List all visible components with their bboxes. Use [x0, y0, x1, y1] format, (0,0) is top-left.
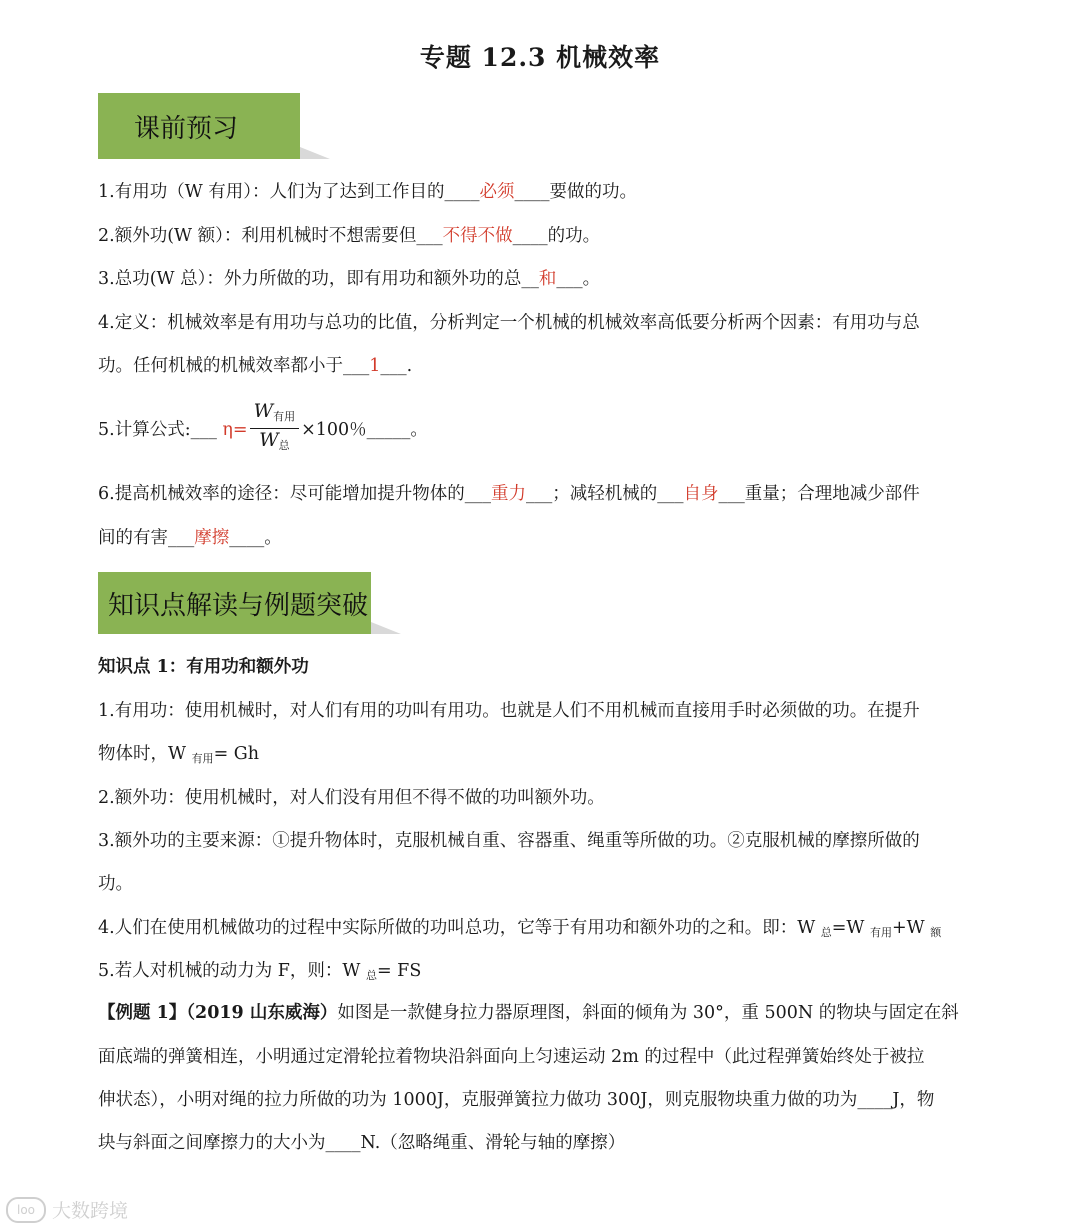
section-banner-knowledge: 知识点解读与例题突破 — [98, 572, 371, 634]
answer-blank: 摩擦 — [194, 528, 230, 548]
knowledge-line-1: 1.有用功：使用机械时，对人们有用的功叫有用功。也就是人们不用机械而直接用手时必须做的功。在提升 — [98, 701, 920, 721]
formula-line: 5.计算公式:___ η= $\frac{W_{有用}}{W_总}$ ×100％_____。 — [98, 400, 988, 460]
preview-line-2: 2.额外功(W 额）：利用机械时不想需要但___不得不做____的功。 — [98, 226, 601, 246]
example-label: 【例题 1】（2019 山东威海） — [98, 1003, 338, 1023]
knowledge-line-6: 4.人们在使用机械做功的过程中实际所做的功叫总功，它等于有用功和额外功的之和。即：W $_总$=W $_{有用}$+W $_额$ — [98, 918, 942, 939]
knowledge-line-4: 3.额外功的主要来源：①提升物体时，克服机械自重、容器重、绳重等所做的功。②克服机械的摩擦所做的 — [98, 831, 920, 851]
example-line-4: 块与斜面之间摩擦力的大小为____N.（忽略绳重、滑轮与轴的摩擦） — [98, 1133, 626, 1153]
knowledge-line-2: 物体时，W $_{有用}$= Gh — [98, 744, 260, 765]
preview-line-4b: 功。任何机械的机械效率都小于___1___. — [98, 356, 413, 376]
answer-blank: 不得不做 — [442, 226, 513, 246]
preview-line-3: 3.总功(W 总）：外力所做的功，即有用功和额外功的总__和___。 — [98, 269, 601, 289]
watermark — [6, 1196, 128, 1223]
page-title: 专题 12.3 机械效率 — [419, 43, 661, 72]
answer-blank: 和 — [538, 269, 557, 289]
efficiency-fraction: $\frac{W_{有用}}{W_总}$ — [250, 400, 300, 457]
knowledge-line-3: 2.额外功：使用机械时，对人们没有用但不得不做的功叫额外功。 — [98, 788, 605, 808]
watermark-logo-icon: loo — [6, 1197, 46, 1223]
example-line-3: 伸状态），小明对绳的拉力所做的功为 1000J，克服弹簧拉力做功 300J，则克服物块重力做的功为____J，物 — [98, 1090, 935, 1110]
answer-blank: 必须 — [479, 182, 515, 202]
watermark-text: 大数跨境 — [52, 1200, 129, 1222]
preview-line-6a: 6.提高机械效率的途径：尽可能增加提升物体的___重力___；减轻机械的___自身___重量；合理地减少部件 — [98, 484, 920, 504]
answer-blank: 1 — [369, 356, 381, 376]
section-banner-preview: 课前预习 — [98, 93, 300, 159]
example-line-1: 【例题 1】（2019 山东威海）如图是一款健身拉力器原理图，斜面的倾角为 30°，重 500N 的物块与固定在斜 — [98, 1003, 959, 1023]
knowledge-line-5: 功。 — [98, 874, 133, 894]
answer-blank: 自身 — [683, 484, 719, 504]
knowledge-line-7: 5.若人对机械的动力为 F，则：W $_总$= FS — [98, 961, 422, 982]
example-line-2: 面底端的弹簧相连，小明通过定滑轮拉着物块沿斜面向上匀速运动 2m 的过程中（此过程弹簧始终处于被拉 — [98, 1047, 925, 1067]
preview-line-1: 1.有用功（W 有用）：人们为了达到工作目的____必须____要做的功。 — [98, 182, 637, 202]
preview-line-4a: 4.定义：机械效率是有用功与总功的比值，分析判定一个机械的机械效率高低要分析两个因素：有用功与总 — [98, 313, 920, 333]
eta-symbol: η= — [222, 420, 248, 440]
preview-line-6b: 间的有害___摩擦____。 — [98, 528, 282, 548]
answer-blank: 重力 — [490, 484, 526, 504]
knowledge-point-title: 知识点 1：有用功和额外功 — [98, 657, 309, 677]
